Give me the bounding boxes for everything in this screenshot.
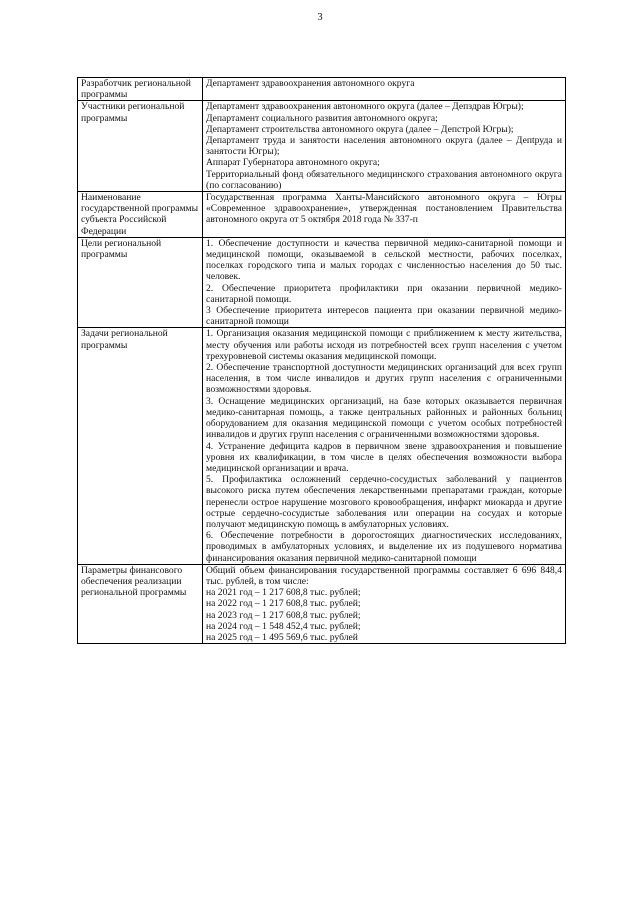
value-line: 3. Оснащение медицинских организаций, на базе которых оказывается первичная медико-санитарная помощь, а также центральных районных и районных больниц оборудованием для оказания медицинской помощи с учетом особых потребностей инвалидов и других групп населения с ограниченными возможностями здоровья. (206, 395, 562, 441)
value-line: Департамент социального развития автономного округа; (206, 112, 438, 124)
row-label: Наименование государственной программы субъекта Российской Федерации (78, 192, 203, 238)
table-row (78, 101, 566, 192)
value-line: 3 Обеспечение приоритета интересов пациента при оказании первичной медико-санитарной помощи (206, 305, 562, 328)
row-label: Цели региональной программы (78, 237, 203, 328)
row-label: Задачи региональной программы (78, 328, 203, 564)
value-line: на 2023 год – 1 217 608,8 тыс. рублей; (206, 609, 361, 621)
value-line: Государственная программа Ханты-Мансийского автономного округа – Югры «Современное здравоохранение», утвержденная постановлением Правительства автономного округа от 5 октября 2018 года № 337-п (206, 192, 562, 226)
row-label: Параметры финансового обеспечения реализации региональной программы (78, 564, 203, 643)
value-line: Департамент труда и занятости населения автономного округа (далее – Депtруда и занятости Югры); (206, 135, 562, 158)
value-line: на 2025 год – 1 495 569,6 тыс. рублей (206, 631, 358, 643)
value-line: на 2024 год – 1 548 452,4 тыс. рублей; (206, 620, 361, 632)
table-row (78, 78, 566, 101)
row-value (203, 237, 566, 328)
value-line: Департамент здравоохранения автономного округа (далее – Депздрав Югры); (206, 101, 524, 113)
row-value (203, 192, 566, 238)
value-line: Департамент строительства автономного округа (далее – Депстрой Югры); (206, 123, 514, 135)
table-row (78, 564, 566, 643)
table-row (78, 237, 566, 328)
value-line: 6. Обеспечение потребности в дорогостоящих диагностических исследованиях, проводимых в амбулаторных условиях, и выделение их из подушевого норматива финансирования оказания первичной медико-санитарной помощи (206, 530, 562, 564)
value-line: 5. Профилактика осложнений сердечно-сосудистых заболеваний у пациентов высокого риска путем обеспечения лекарственными препаратами граждан, которые перенесли острое нарушение мозгового кровообращения, инфаркт миокарда и другие острые сердечно-сосудистые заболевания или операции на сосудах и которые получают медицинскую помощь в амбулаторных условиях. (206, 474, 562, 530)
table-row (78, 192, 566, 238)
row-value (203, 328, 566, 564)
row-label: Разработчик региональной программы (78, 78, 203, 101)
row-value (203, 564, 566, 643)
page-number: 3 (317, 12, 323, 23)
row-value (203, 101, 566, 192)
row-value (203, 78, 566, 101)
passport-table (77, 77, 566, 644)
value-line: Территориальный фонд обязательного медицинского страхования автономного округа (по согласованию) (206, 168, 562, 191)
value-line: 1. Организация оказания медицинской помощи с приближением к месту жительства, месту обучения или работы исходя из потребностей всех групп населения с учетом трехуровневой системы оказания медицинской помощи. (206, 328, 562, 362)
value-line: 2. Обеспечение транспортной доступности медицинских организаций для всех групп населения, в том числе инвалидов и других групп населения с ограниченными возможностями здоровья. (206, 362, 562, 396)
value-line: Аппарат Губернатора автономного округа; (206, 157, 380, 169)
value-line: 4. Устранение дефицита кадров в первичном звене здравоохранения и повышение уровня их квалификации, в том числе в целях обеспечения возможности выбора медицинской организации и врача. (206, 440, 562, 474)
value-line: 1. Обеспечение доступности и качества первичной медико-санитарной помощи и медицинской помощи, оказываемой в сельской местности, рабочих поселках, поселках городского типа и малых городах с численностью населения до 50 тыс. человек. (206, 237, 562, 283)
value-line: Департамент здравоохранения автономного округа (206, 78, 415, 89)
table-row (78, 328, 566, 564)
value-line: 2. Обеспечение приоритета профилактики при оказании первичной медико-санитарной помощи. (206, 282, 562, 305)
row-label: Участники региональной программы (78, 101, 203, 192)
value-line: на 2022 год – 1 217 608,8 тыс. рублей; (206, 598, 361, 610)
value-line: на 2021 год – 1 217 608,8 тыс. рублей; (206, 587, 361, 599)
value-line: Общий объем финансирования государственной программы составляет 6 696 848,4 тыс. рублей, в том числе: (206, 564, 562, 587)
